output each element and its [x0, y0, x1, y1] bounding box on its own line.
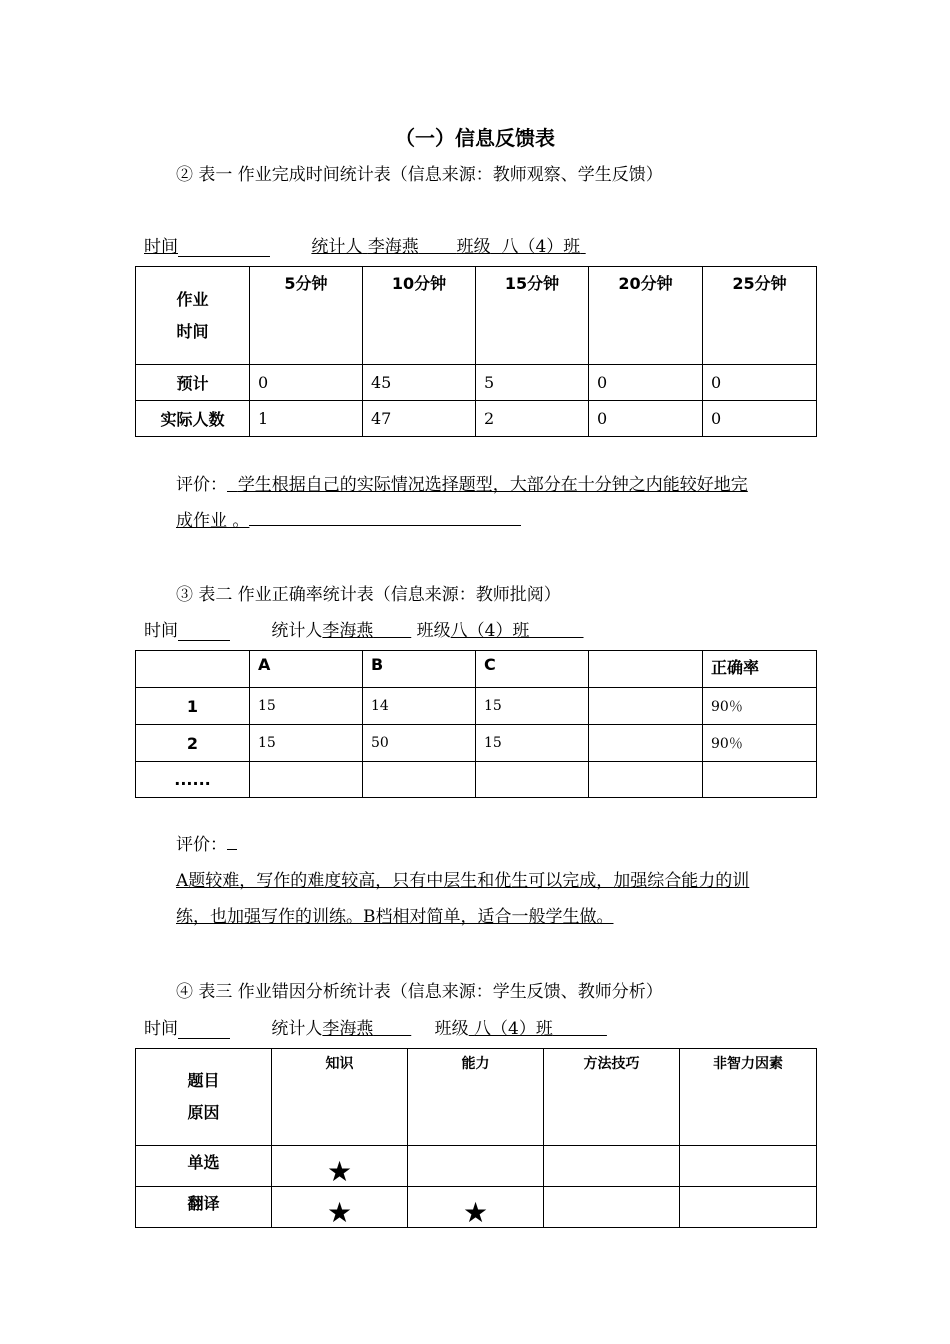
stat-name: 李海燕 [367, 237, 419, 257]
page-title: （一）信息反馈表 [395, 126, 555, 150]
table-row [136, 725, 817, 762]
table2-col-header: 正确率 [703, 651, 817, 688]
table-cell: 15 [250, 725, 363, 762]
table3-col-header: 能力 [408, 1049, 544, 1146]
table3-info-line [144, 1014, 607, 1039]
table-cell: 15 [476, 688, 589, 725]
time-blank [178, 623, 230, 641]
table2-info-line [144, 616, 584, 641]
table-cell [250, 762, 363, 798]
table-row [136, 1187, 817, 1228]
row-label: 单选 [136, 1146, 272, 1187]
table-cell [408, 1146, 544, 1187]
comment-text: 练，也加强写作的训练。B档相对简单，适合一般学生做。 [176, 907, 614, 927]
table-cell [589, 725, 703, 762]
row-label: 2 [136, 725, 250, 762]
class-value: 八（4）班 [474, 1019, 553, 1039]
table-cell [544, 1146, 680, 1187]
table-cell: 1 [250, 401, 363, 437]
table-cell [680, 1146, 817, 1187]
table-row [136, 401, 817, 437]
table-cell: 90％ [703, 725, 817, 762]
time-label: 时间 [144, 1019, 178, 1039]
table3-col-header: 非智力因素 [680, 1049, 817, 1146]
table-cell [272, 1187, 408, 1228]
table-cell: 14 [363, 688, 476, 725]
table2-comment [176, 827, 749, 935]
row-label: ...... [136, 762, 250, 798]
time-label: 时间 [144, 237, 178, 257]
table-cell: 50 [363, 725, 476, 762]
table-cell: 5 [476, 365, 589, 401]
row-label: 1 [136, 688, 250, 725]
table-row [136, 762, 817, 798]
class-label: 班级 [416, 621, 451, 641]
comment-label: 评价： [176, 475, 227, 495]
row-label: 实际人数 [136, 401, 250, 437]
star-icon: ★ [326, 1196, 353, 1229]
table-cell: 0 [703, 365, 817, 401]
table1-col-header: 10分钟 [363, 267, 476, 365]
comment-label: 评价： [176, 835, 227, 855]
table1-col-header: 15分钟 [476, 267, 589, 365]
table-cell [680, 1187, 817, 1228]
table3-col-header: 方法技巧 [544, 1049, 680, 1146]
table1-col-header: 5分钟 [250, 267, 363, 365]
class-label: 班级 [434, 1019, 469, 1039]
time-blank [178, 239, 270, 257]
star-icon [408, 1146, 543, 1158]
table-cell [408, 1187, 544, 1228]
stat-name: 李海燕 [322, 1019, 374, 1039]
table3 [135, 1048, 817, 1228]
table-row [136, 688, 817, 725]
table3-corner: 题目 原因 [136, 1049, 272, 1146]
table2-col-header [136, 651, 250, 688]
table-cell: 90％ [703, 688, 817, 725]
stat-label: 统计人 [311, 237, 363, 257]
table3-caption: ④ 表三 作业错因分析统计表（信息来源：学生反馈、教师分析） [176, 982, 663, 1002]
table2-col-header: A [250, 651, 363, 688]
table-cell: 0 [250, 365, 363, 401]
star-icon: ★ [326, 1155, 353, 1188]
table-cell: 2 [476, 401, 589, 437]
table-row [136, 365, 817, 401]
table1-caption: ② 表一 作业完成时间统计表（信息来源：教师观察、学生反馈） [176, 165, 663, 185]
table-cell: 15 [476, 725, 589, 762]
table-cell: 0 [589, 365, 703, 401]
table1-corner: 作业 时间 [136, 267, 250, 365]
table2 [135, 650, 817, 798]
class-value: 八（4）班 [501, 237, 581, 257]
table2-col-header: C [476, 651, 589, 688]
class-value: 八（4）班 [450, 621, 530, 641]
table1-col-header: 20分钟 [589, 267, 703, 365]
stat-name: 李海燕 [322, 621, 374, 641]
table-cell [544, 1187, 680, 1228]
table1 [135, 266, 817, 437]
time-label: 时间 [144, 621, 178, 641]
table-cell [272, 1146, 408, 1187]
table-cell [476, 762, 589, 798]
stat-label: 统计人 [271, 621, 323, 641]
table-cell: 45 [363, 365, 476, 401]
time-blank [178, 1021, 230, 1039]
table-cell [363, 762, 476, 798]
table-cell [589, 688, 703, 725]
table-cell: 0 [589, 401, 703, 437]
table2-col-header [589, 651, 703, 688]
table1-col-header: 25分钟 [703, 267, 817, 365]
table-row [136, 1146, 817, 1187]
stat-label: 统计人 [271, 1019, 323, 1039]
table-cell: 47 [363, 401, 476, 437]
table-cell: 15 [250, 688, 363, 725]
star-icon: ★ [462, 1196, 489, 1229]
table-cell [589, 762, 703, 798]
table1-info-line [144, 232, 586, 257]
class-label: 班级 [456, 237, 491, 257]
comment-text: 成作业 。 [176, 511, 250, 531]
table3-col-header: 知识 [272, 1049, 408, 1146]
comment-text: 学生根据自己的实际情况选择题型，大部分在十分钟之内能较好地完 [237, 475, 748, 495]
table-cell [703, 762, 817, 798]
table-cell: 0 [703, 401, 817, 437]
comment-text: A题较难，写作的难度较高，只有中层生和优生可以完成，加强综合能力的训 [176, 871, 750, 891]
row-label: 预计 [136, 365, 250, 401]
table2-caption: ③ 表二 作业正确率统计表（信息来源：教师批阅） [176, 585, 561, 605]
row-label: 翻译 [136, 1187, 272, 1228]
table2-col-header: B [363, 651, 476, 688]
table1-comment [176, 467, 748, 539]
